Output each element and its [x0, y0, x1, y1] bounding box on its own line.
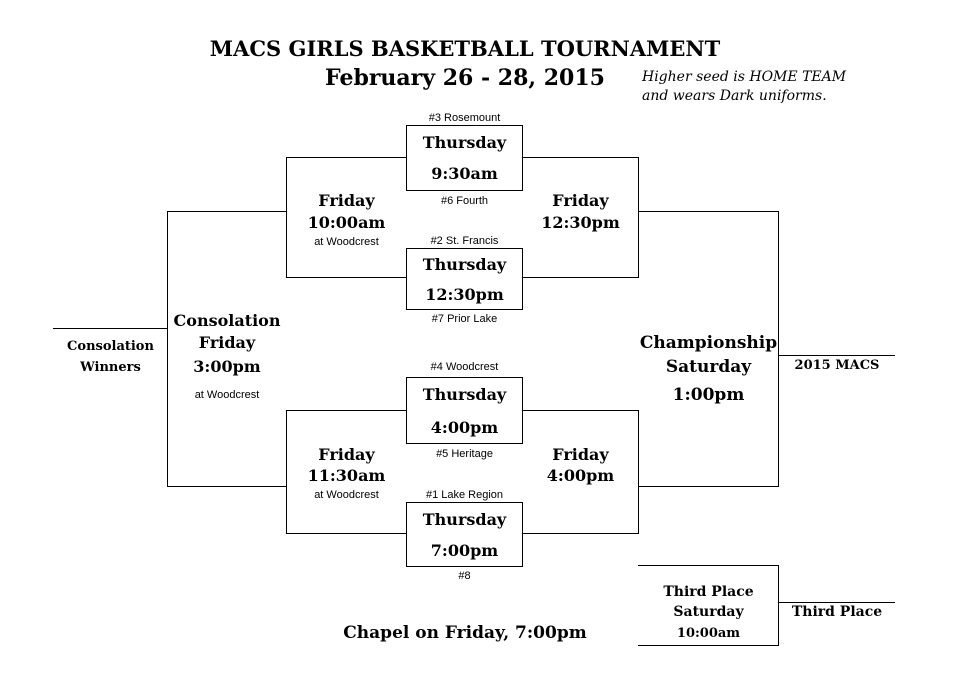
- semifinal-1-time: 12:30pm: [541, 213, 620, 232]
- game1-box: [406, 125, 523, 191]
- game4-box: [406, 502, 523, 567]
- game1-top-team: #3 Rosemount: [428, 112, 501, 124]
- semifinal-2-time: 4:00pm: [546, 466, 615, 485]
- third-place-day: Saturday: [673, 604, 744, 620]
- game2-bottom-team: #7 Prior Lake: [431, 313, 498, 325]
- consolation-winners-line1: Consolation: [67, 339, 154, 354]
- semifinal-1-day: Friday: [552, 191, 609, 210]
- tournament-title: MACS GIRLS BASKETBALL TOURNAMENT: [209, 36, 721, 61]
- game1-time: 9:30am: [431, 164, 498, 183]
- consolation-final-day: Friday: [198, 333, 256, 352]
- consolation-final-time: 3:00pm: [193, 357, 261, 376]
- third-place-title: Third Place: [663, 584, 754, 600]
- game4-time: 7:00pm: [430, 541, 499, 560]
- consolation-winners-line2: Winners: [80, 360, 141, 375]
- consolation-final-location: at Woodcrest: [194, 389, 260, 401]
- game4-top-team: #1 Lake Region: [425, 489, 504, 501]
- consolation-semi-2-day: Friday: [318, 445, 375, 464]
- chapel-note: Chapel on Friday, 7:00pm: [343, 623, 587, 643]
- game4-bottom-team: #8: [458, 570, 471, 582]
- game4-day: Thursday: [422, 510, 507, 529]
- home-team-note-line2: and wears Dark uniforms.: [642, 88, 827, 104]
- game3-bottom-team: #5 Heritage: [436, 448, 493, 460]
- consolation-winners-label: [53, 336, 168, 378]
- championship-time: 1:00pm: [672, 385, 745, 405]
- home-team-note: [642, 68, 846, 106]
- third-place-winner-label: Third Place: [791, 604, 883, 620]
- consolation-final-title: Consolation: [173, 311, 281, 330]
- game3-day: Thursday: [422, 385, 507, 404]
- consolation-semi-1-day: Friday: [318, 191, 375, 210]
- tournament-dates: February 26 - 28, 2015: [325, 65, 605, 91]
- game2-time: 12:30pm: [425, 285, 504, 304]
- consolation-semi-2-location: at Woodcrest: [314, 489, 379, 501]
- championship-day: Saturday: [665, 357, 752, 377]
- semifinal-2-day: Friday: [552, 445, 609, 464]
- consolation-semi-2-time: 11:30am: [307, 466, 386, 485]
- consolation-semi-1-location: at Woodcrest: [314, 236, 379, 248]
- game1-day: Thursday: [422, 133, 507, 152]
- game2-box: [406, 248, 523, 310]
- game3-time: 4:00pm: [430, 418, 499, 437]
- champion-label: 2015 MACS: [794, 358, 880, 373]
- championship-title: Championship: [639, 333, 778, 353]
- home-team-note-line1: Higher seed is HOME TEAM: [642, 69, 847, 85]
- game2-day: Thursday: [422, 255, 507, 274]
- game2-top-team: #2 St. Francis: [430, 235, 499, 247]
- game3-box: [406, 377, 523, 444]
- third-place-time: 10:00am: [676, 626, 741, 641]
- game3-top-team: #4 Woodcrest: [430, 361, 499, 373]
- consolation-semi-1-time: 10:00am: [307, 213, 386, 232]
- game1-bottom-team: #6 Fourth: [440, 195, 489, 207]
